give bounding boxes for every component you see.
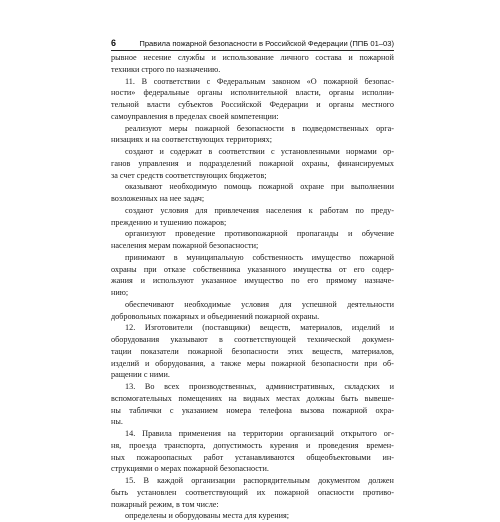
text-line: ня, проезда транспорта, допустимость курения и проведения времен- <box>111 440 394 450</box>
text-line: за счет средств соответствующих бюджетов; <box>111 170 267 180</box>
text-line: охраны при отказе собственника указанного имущества от его содер- <box>111 264 394 274</box>
text-line: тации показатели пожарной безопасности этих веществ, материалов, <box>111 346 394 356</box>
text-line: реализуют меры пожарной безопасности в подведомственных орга- <box>125 123 394 133</box>
text-line: нию; <box>111 288 129 297</box>
text-line: пожарный режим, в том числе: <box>111 499 219 509</box>
running-title: Правила пожарной безопасности в Российской Федерации (ППБ 01–03) <box>139 39 394 48</box>
text-line: 12. Изготовители (поставщики) веществ, материалов, изделий и <box>125 323 394 333</box>
text-line: тельной власти субъектов Российской Федерации и органы местного <box>111 100 394 109</box>
text-line: ганов управления и подразделений пожарной охраны, финансируемых <box>111 158 394 168</box>
text-line: рывное несение службы и использование личного состава и пожарной <box>111 53 394 62</box>
text-line: 15. В каждой организации распорядительным документом должен <box>125 476 394 485</box>
text-line: ны таблички с указанием номера телефона вызова пожарной охра- <box>111 405 394 415</box>
text-line: принимают в муниципальную собственность имущество пожарной <box>125 252 394 262</box>
header-rule <box>111 50 394 51</box>
text-line: 11. В соответствии с Федеральным законом «О пожарной безопас- <box>125 76 394 86</box>
text-line: добровольных пожарных и объединений пожарной охраны. <box>111 311 320 321</box>
text-line: ности» федеральные органы исполнительной власти, органы исполни- <box>111 88 394 98</box>
text-line: жания и используют указанное имущество по его прямому назначе- <box>111 276 394 286</box>
text-line: ращении с ними. <box>111 370 170 380</box>
text-line: 13. Во всех производственных, административных, складских и <box>125 382 394 391</box>
page-number: 6 <box>111 38 117 48</box>
text-line: создают условия для привлечения населения к работам по преду- <box>125 205 394 215</box>
text-line: быть установлен соответствующий их пожарной опасности противо- <box>111 487 394 497</box>
text-line: ны. <box>111 417 123 427</box>
text-line: возложенных на нее задач; <box>111 194 205 203</box>
text-line: организуют проведение противопожарной пропаганды и обучение <box>125 229 394 239</box>
text-line: струкциями о мерах пожарной безопасности. <box>111 464 269 474</box>
text-line: техники строго по назначению. <box>111 64 221 74</box>
text-line: создают и содержат в соответствии с установленными нормами ор- <box>125 147 394 156</box>
text-line: преждению и тушению пожаров; <box>111 217 227 227</box>
text-line: населения мерам пожарной безопасности; <box>111 241 259 250</box>
text-line: изделий и оборудования, а также меры пожарной безопасности при об- <box>111 358 394 368</box>
text-line: оказывают необходимую помощь пожарной охране при выполнении <box>125 182 394 192</box>
text-line: обеспечивают необходимые условия для успешной деятельности <box>125 299 394 309</box>
page-header <box>111 36 394 49</box>
text-line: низациях и на соответствующих территориях; <box>111 135 273 145</box>
text-line: 14. Правила применения на территории организаций открытого ог- <box>125 429 394 438</box>
text-line: определены и оборудованы места для курения; <box>125 511 290 521</box>
body-text <box>111 52 394 522</box>
text-line: оборудования указывают в соответствующей технической докумен- <box>111 335 394 344</box>
text-line: вспомогательных помещениях на видных местах должны быть вывеше- <box>111 393 394 403</box>
text-line: ных пожароопасных работ устанавливаются общеобъектовыми ин- <box>111 452 394 462</box>
text-line: самоуправления в пределах своей компетенции: <box>111 111 279 121</box>
